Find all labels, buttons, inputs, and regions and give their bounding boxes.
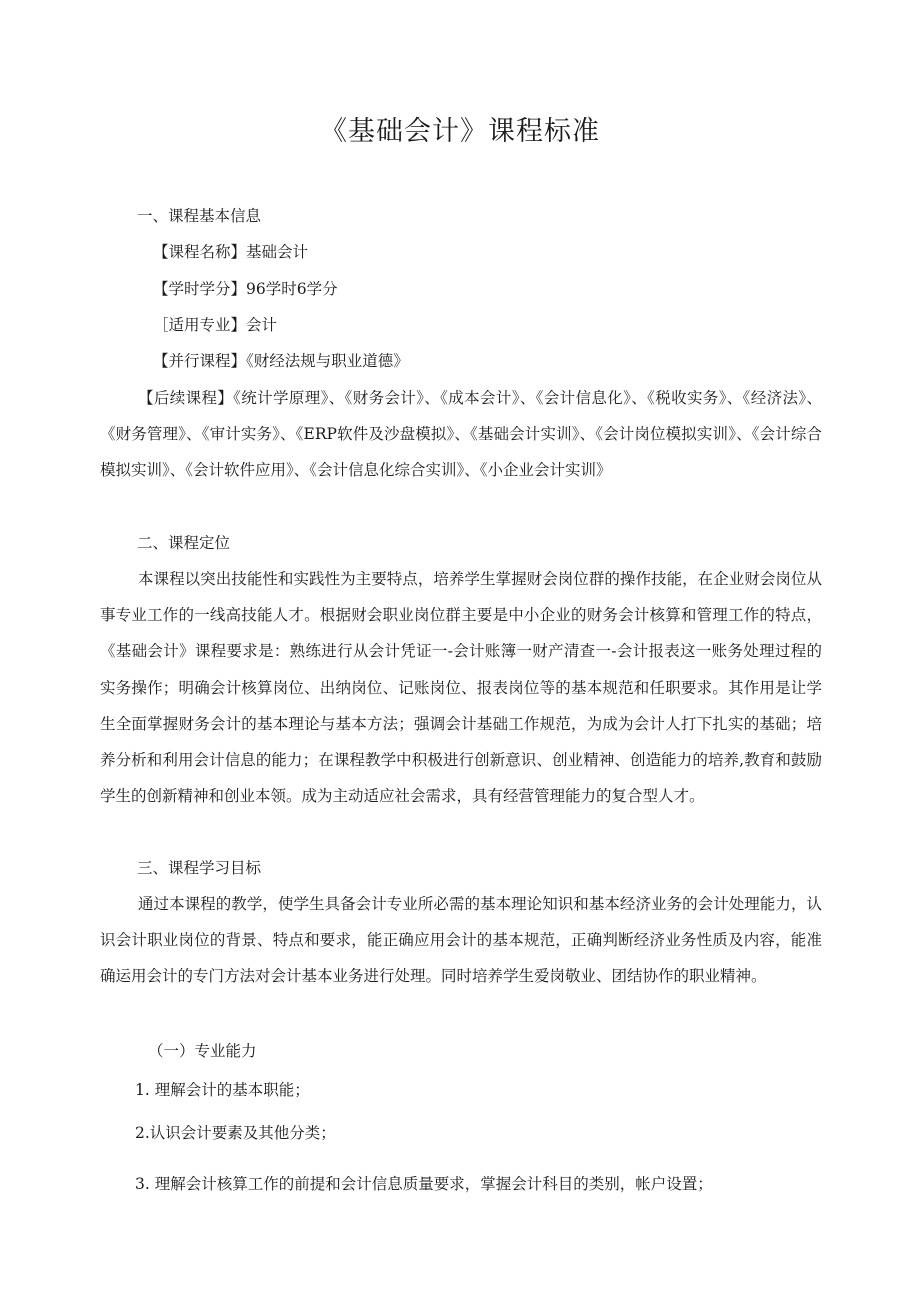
goals-paragraph: 通过本课程的教学，使学生具备会计专业所必需的基本理论知识和基本经济业务的会计处理能力，认识会计职业岗位的背景、特点和要求，能正确应用会计的基本规范，正确判断经济业务性质及内容，能准确运用会计的专门方法对会计基本业务进行处理。同时培养学生爱岗敬业、团结协作的职业精神。 bbox=[100, 895, 822, 986]
section-heading-basic-info: 一、课程基本信息 bbox=[137, 207, 262, 225]
parallel-course-field: 【并行课程】《财经法规与职业道德》 bbox=[153, 352, 409, 370]
following-courses-paragraph: 【后续课程】《统计学原理》、《财务会计》、《成本会计》、《会计信息化》、《税收实务》、《经济法》、《财务管理》、《审计实务》、《ERP软件及沙盘模拟》、《基础会计实训》、《会计岗位模拟实训》、《会计综合模拟实训》、《会计软件应用》、《会计信息化综合实训》、《小企业会计实训》 bbox=[100, 389, 822, 480]
section-heading-goals: 三、课程学习目标 bbox=[137, 859, 262, 877]
course-major-field: ［适用专业】会计 bbox=[153, 316, 278, 334]
professional-ability-heading: （一）专业能力 bbox=[148, 1042, 257, 1060]
section-heading-positioning: 二、课程定位 bbox=[137, 534, 231, 552]
positioning-paragraph: 本课程以突出技能性和实践性为主要特点，培养学生掌握财会岗位群的操作技能，在企业财会岗位从事专业工作的一线高技能人才。根据财会职业岗位群主要是中小企业的财务会计核算和管理工作的特点，《基础会计》课程要求是：熟练进行从会计凭证一-会计账簿一财产清查一-会计报表这一账务处理过程的实务操作；明确会计核算岗位、出纳岗位、记账岗位、报表岗位等的基本规范和任职要求。其作用是让学生全面掌握财务会计的基本理论与基本方法；强调会计基础工作规范，为成为会计人打下扎实的基础；培养分析和利用会计信息的能力；在课程教学中积极进行创新意识、创业精神、创造能力的培养,教育和鼓励学生的创新精神和创业本领。成为主动适应社会需求，具有经营管理能力的复合型人才。 bbox=[100, 570, 822, 806]
ability-item-3: 3. 理解会计核算工作的前提和会计信息质量要求，掌握会计科目的类别，帐户设置； bbox=[135, 1175, 713, 1193]
ability-item-1: 1. 理解会计的基本职能； bbox=[135, 1081, 310, 1099]
course-hours-field: 【学时学分】96学时6学分 bbox=[153, 280, 338, 298]
ability-item-2: 2.认识会计要素及其他分类； bbox=[135, 1124, 336, 1142]
course-name-field: 【课程名称】基础会计 bbox=[153, 243, 309, 261]
page-title: 《基础会计》课程标准 bbox=[320, 116, 600, 147]
